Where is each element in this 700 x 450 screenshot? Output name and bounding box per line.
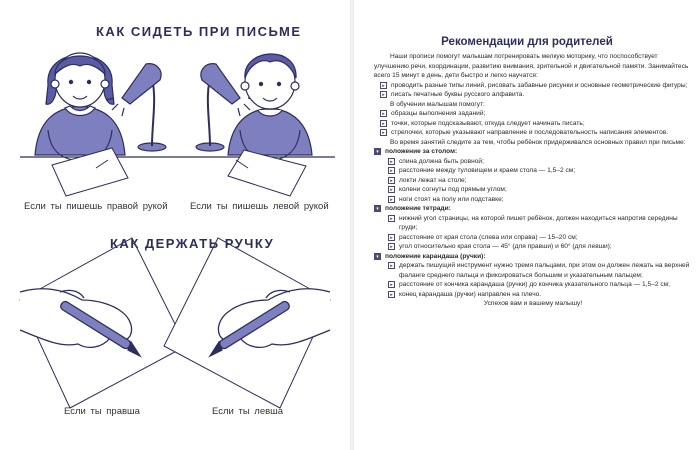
group-heading: ▾ положение за столом: (374, 147, 692, 157)
closing-line: Успехов вам и вашему малышу! (483, 300, 583, 307)
list-item: ▸ стрелочки, которые указывают направление и последовательность написания элементов. (374, 128, 692, 138)
group-heading: ▾ положение тетради: (374, 204, 692, 214)
bullet-icon: ▸ (388, 243, 395, 250)
bullet-icon: ▸ (388, 234, 395, 241)
bullet-icon: ▸ (388, 196, 395, 203)
bullet-icon: ▸ (388, 291, 395, 298)
rules-lead: Во время занятий следите за тем, чтобы ребёнок придерживался основных правил при письме: (390, 138, 686, 146)
bullet-icon: ▸ (388, 281, 395, 288)
bullet-icon: ▾ (374, 148, 381, 155)
bullet-icon: ▸ (388, 158, 395, 165)
list-item: ▸ нижний угол страницы, на которой пишет ребёнок, должен находиться напротив середины груди; (374, 214, 692, 233)
list-item: ▸ ноги стоят на полу или подставке; (374, 195, 692, 205)
list-item: ▸ проводить разные типы линий, рисовать забавные рисунки и основные геометрические фигуры; (374, 81, 692, 91)
group-heading: ▾ положение карандаша (ручки): (374, 252, 692, 262)
boy-illustration (228, 54, 312, 160)
bullet-icon: ▸ (380, 91, 387, 98)
bullet-icon: ▸ (388, 215, 395, 222)
bullet-icon: ▸ (380, 120, 387, 127)
list-item: ▸ угол относительно края стола — 45° (для правши) и 60° (для левши); (374, 242, 692, 252)
list-item: ▸ расстояние от края стола (слева или справа) — 15–20 см; (374, 233, 692, 243)
girl-illustration (35, 53, 125, 160)
list-item: ▸ локти лежат на столе; (374, 176, 692, 186)
caption-right-hand: Если ты пишешь правой рукой (24, 201, 168, 212)
heading-how-to-sit: КАК СИДЕТЬ ПРИ ПИСЬМЕ (96, 24, 302, 39)
bullet-icon: ▸ (380, 82, 387, 89)
list-item: ▸ спина должна быть ровной; (374, 157, 692, 167)
list-item: ▸ точки, которые подсказывают, откуда следует начинать писать; (374, 119, 692, 129)
bullet-icon: ▸ (380, 129, 387, 136)
bullet-icon: ▸ (388, 186, 395, 193)
caption-righty: Если ты правша (64, 406, 140, 417)
intro-paragraph: Наши прописи помогут малышам потренировать мелкую моторику, что поспособствует улучшению речи, координации, развитию внимания, зрительной и двигательной памяти. Занимайтесь всего 15 минут в день, дети быстро и легко научатся: (374, 53, 689, 79)
right-page (354, 0, 700, 450)
bullet-icon: ▾ (374, 205, 381, 212)
help-lead: В обучении малышам помогут: (390, 100, 485, 108)
heading-how-to-hold-pen: КАК ДЕРЖАТЬ РУЧКУ (110, 236, 275, 251)
bullet-icon: ▸ (388, 177, 395, 184)
list-item: ▸ писать печатные буквы русского алфавита. (374, 90, 692, 100)
list-item: ▸ колени согнуты под прямым углом; (374, 185, 692, 195)
parents-text (374, 52, 692, 309)
bullet-icon: ▸ (388, 167, 395, 174)
list-item: ▸ расстояние от кончика карандаша (ручки) до кончика указательного пальца — 1,5–2 см; (374, 280, 692, 290)
caption-left-hand: Если ты пишешь левой рукой (190, 201, 329, 212)
bullet-icon: ▸ (380, 110, 387, 117)
list-item: ▸ расстояние между туловищем и краем стола — 1,5–2 см; (374, 166, 692, 176)
list-item: ▸ образцы выполнения заданий; (374, 109, 692, 119)
list-item: ▸ держать пишущий инструмент нужно тремя пальцами, при этом он должен лежать на верхней фаланге среднего пальца и фиксироваться большим и указательным пальцем; (374, 261, 692, 280)
bullet-icon: ▸ (388, 262, 395, 269)
list-item: ▸ конец карандаша (ручки) направлен на плечо. (374, 290, 692, 300)
bullet-icon: ▾ (374, 253, 381, 260)
parents-title: Рекомендации для родителей (441, 36, 613, 48)
caption-lefty: Если ты левша (212, 406, 284, 417)
